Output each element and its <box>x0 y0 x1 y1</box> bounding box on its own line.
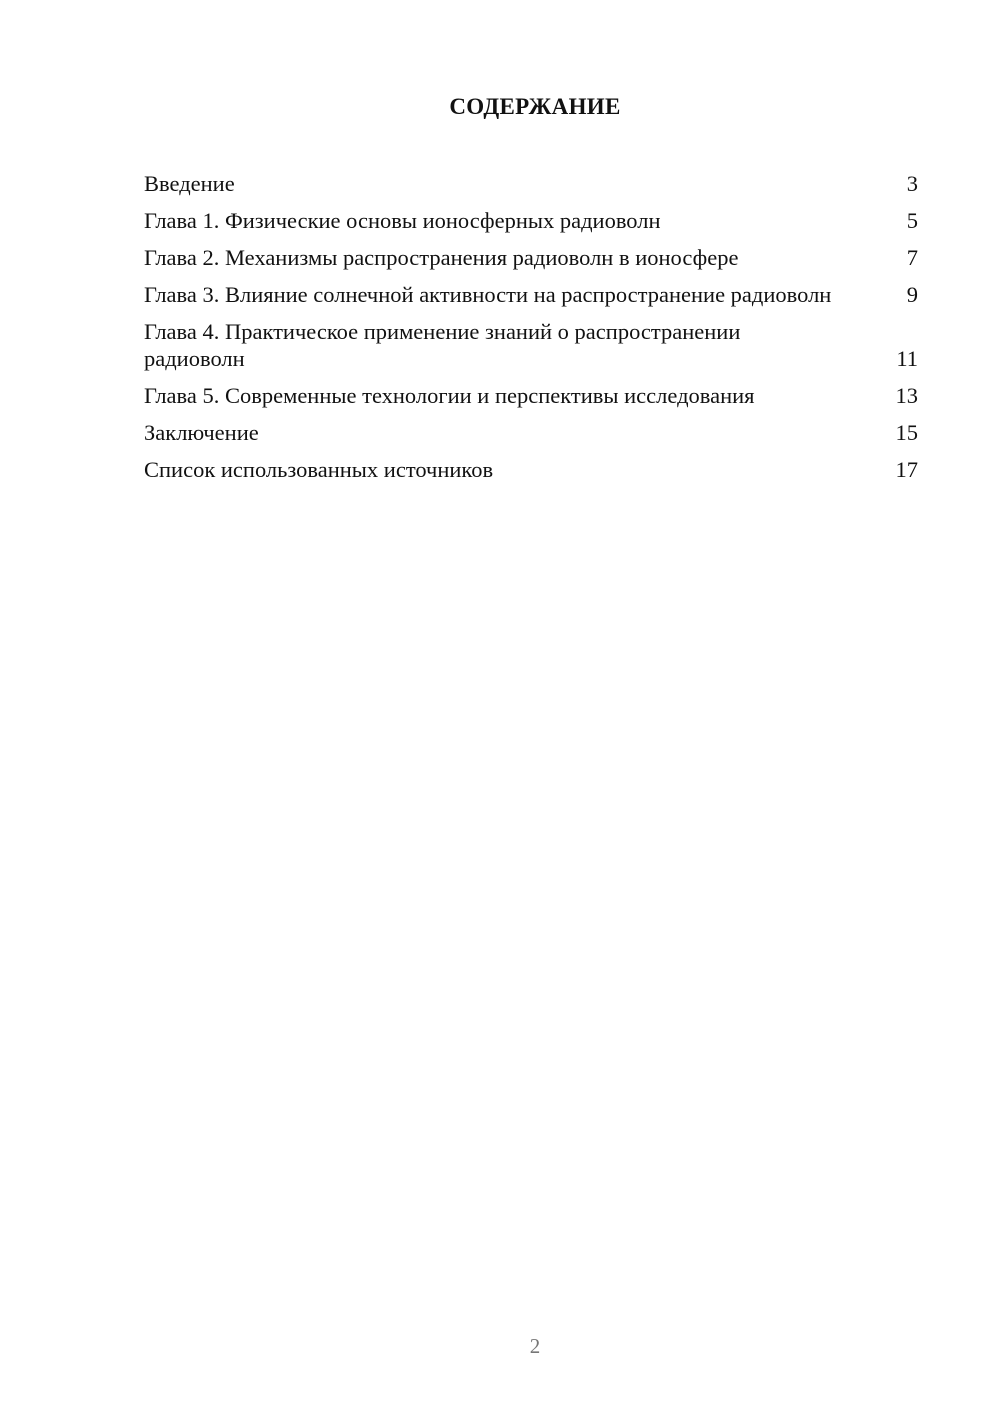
toc-entry-text: Заключение <box>144 420 259 445</box>
toc-entry-text: Список использованных источников <box>144 457 494 482</box>
toc-entry-chapter-5[interactable] <box>144 382 918 409</box>
toc-entry-text: Введение <box>144 171 235 196</box>
toc-entry-chapter-2[interactable] <box>144 244 918 271</box>
toc-entry-introduction[interactable] <box>144 170 918 197</box>
toc-entry-page: 5 <box>906 208 918 233</box>
toc-entry-text: Глава 3. Влияние солнечной активности на распространение радиоволн <box>144 282 832 307</box>
toc-title: СОДЕРЖАНИЕ <box>449 94 621 119</box>
toc-entry-text: Глава 4. Практическое применение знаний о распространении радиоволн <box>144 319 741 371</box>
toc-entry-chapter-3[interactable] <box>144 281 918 308</box>
page-number: 2 <box>529 1334 541 1358</box>
toc-entry-chapter-4[interactable] <box>144 318 918 372</box>
toc-entry-page: 13 <box>895 383 918 408</box>
toc-entry-page: 3 <box>906 171 918 196</box>
toc-list <box>144 170 918 493</box>
toc-entry-conclusion[interactable] <box>144 419 918 446</box>
toc-entry-page: 7 <box>906 245 918 270</box>
toc-entry-page: 11 <box>896 346 918 371</box>
toc-entry-chapter-1[interactable] <box>144 207 918 234</box>
toc-entry-text: Глава 1. Физические основы ионосферных радиоволн <box>144 208 661 233</box>
toc-entry-page: 9 <box>906 282 918 307</box>
toc-entry-page: 17 <box>895 457 918 482</box>
toc-entry-page: 15 <box>895 420 918 445</box>
toc-entry-text: Глава 5. Современные технологии и перспективы исследования <box>144 383 755 408</box>
toc-entry-references[interactable] <box>144 456 918 483</box>
toc-entry-text: Глава 2. Механизмы распространения радиоволн в ионосфере <box>144 245 739 270</box>
